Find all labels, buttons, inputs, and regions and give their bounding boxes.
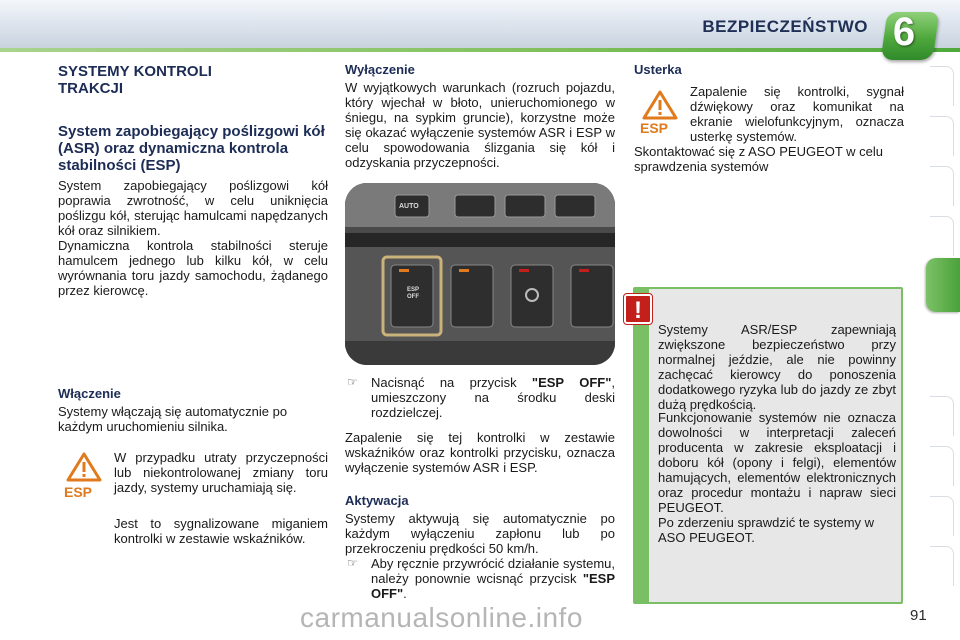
section-heading-line1: SYSTEMY KONTROLI: [58, 63, 212, 80]
warning-para-maintenance: Funkcjonowanie systemów nie oznacza dowolności w interpretacji zaleceń producenta w zakresie eksploatacji i doboru kół (opony i felgi), elementów hamujących, elementów elektronicznych oraz procedur montażu i napraw sieci PEUGEOT.: [658, 410, 896, 515]
thumb-tab[interactable]: [930, 396, 954, 436]
side-thumb-tabs: [924, 66, 960, 586]
thumb-tab[interactable]: [930, 166, 954, 206]
thumb-tab[interactable]: [930, 446, 954, 486]
paragraph-esp: Dynamiczna kontrola stabilności steruje hamulcem jednego lub kilku kół, w celu wyrównania toru jazdy samochodu, żądanego przez kierowcę.: [58, 238, 328, 298]
activation-text: Systemy aktywują się automatycznie po każdym wyłączeniu zapłonu lub po przekroczeniu prędkości 50 km/h.: [345, 511, 615, 556]
header-accent-line: [0, 48, 960, 52]
paragraph-asr: System zapobiegający poślizgowi kół poprawia zwrotność, w celu uniknięcia poślizgu kół, sterując hamulcami napędzanych kół oraz silnikiem.: [58, 178, 328, 238]
fault-heading: Usterka: [634, 62, 682, 77]
contact-text: Skontaktować się z ASO PEUGEOT w celu sprawdzenia systemów: [634, 144, 884, 174]
thumb-tab[interactable]: [930, 546, 954, 586]
note-trigger: W przypadku utraty przyczepności lub niekontrolowanej zmiany toru jazdy, systemy uruchamiają się.: [114, 450, 328, 495]
enable-text: Systemy włączają się automatycznie po każdym uruchomieniu silnika.: [58, 404, 288, 434]
light-text: Zapalenie się tej kontrolki w zestawie wskaźników oraz kontrolki przycisku, oznacza wyłączenie systemów ASR i ESP.: [345, 430, 615, 475]
esp-icon-label: ESP: [64, 484, 93, 500]
thumb-tab[interactable]: [930, 496, 954, 536]
activation-heading: Aktywacja: [345, 493, 409, 508]
note-signal: Jest to sygnalizowane miganiem kontrolki w zestawie wskaźników.: [114, 516, 328, 546]
fault-text: Zapalenie się kontrolki, sygnał dźwiękowy oraz komunikat na ekranie wielofunkcyjnym, oznacza usterkę systemów.: [690, 84, 904, 144]
warning-para-safety: Systemy ASR/ESP zapewniają zwiększone bezpieczeństwo przy normalnej jeździe, ale nie powinny zachęcać kierowcy do ponoszenia dodatkowego ryzyka lub do jazdy ze zbyt dużą prędkością.: [658, 322, 896, 412]
esp-icon-label: ESP: [640, 120, 669, 136]
esp-off-key: "ESP OFF": [531, 375, 612, 390]
hand-pointer-icon: ☞: [347, 556, 358, 570]
thumb-tab[interactable]: [930, 66, 954, 106]
watermark: carmanualsonline.info: [300, 602, 583, 633]
thumb-tab[interactable]: [930, 216, 954, 256]
bullet-restore: ☞ Aby ręcznie przywrócić działanie systemu, należy ponownie wcisnąć przycisk "ESP OFF".: [347, 556, 615, 601]
bullet-press-button: ☞ Nacisnąć na przycisk "ESP OFF", umieszczony na środku deski rozdzielczej.: [347, 375, 615, 420]
thumb-tab[interactable]: [930, 116, 954, 156]
disable-heading: Wyłączenie: [345, 62, 415, 77]
warning-para-collision: Po zderzeniu sprawdzić te systemy w ASO PEUGEOT.: [658, 515, 875, 545]
esp-off-key: "ESP OFF": [371, 571, 615, 601]
exclamation-icon: !: [624, 294, 652, 324]
photo-auto-button-label: AUTO: [399, 203, 419, 210]
section-title: BEZPIECZEŃSTWO: [702, 17, 868, 36]
hand-pointer-icon: ☞: [347, 375, 358, 389]
thumb-tab-active[interactable]: [926, 258, 960, 312]
dashboard-photo: [345, 183, 615, 365]
chapter-number: 6: [892, 10, 916, 54]
disable-text: W wyjątkowych warunkach (rozruch pojazdu, który wjechał w błoto, unieruchomionego w śniegu, na sypkim gruncie), korzystne może się okazać wyłączenie systemów ASR i ESP w celu spowodowania ślizgania się kół i odzyskania przyczepności.: [345, 80, 615, 170]
photo-esp-button-label: ESP OFF: [406, 287, 419, 300]
page-number: 91: [910, 607, 927, 624]
subsection-heading: System zapobiegający poślizgowi kół (ASR) oraz dynamiczna kontrola stabilności (ESP): [58, 123, 325, 174]
section-heading-line2: TRAKCJI: [58, 80, 124, 97]
enable-heading: Włączenie: [58, 386, 121, 401]
